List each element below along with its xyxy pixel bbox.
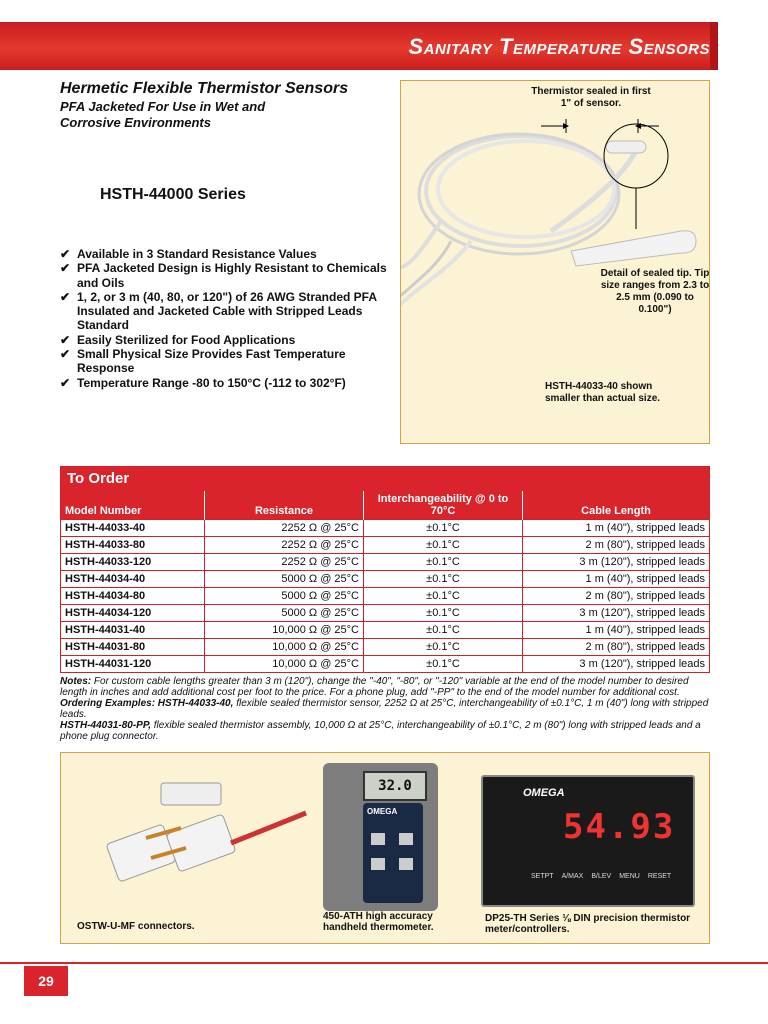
table-row: HSTH-44031-40 10,000 Ω @ 25°C ±0.1°C 1 m (40"), stripped leads: [61, 622, 709, 639]
col-header-interchangeability: Interchangeability @ 0 to 70°C: [364, 491, 523, 520]
check-icon: ✔: [60, 347, 71, 362]
handheld-display: 32.0: [363, 771, 427, 801]
series-name: HSTH-44000 Series: [100, 186, 246, 203]
handheld-brand: OMEGA: [367, 807, 398, 816]
caption-tip-detail: Detail of sealed tip. Tip size ranges from 2.3 to 2.5 mm (0.090 to 0.100"): [600, 268, 710, 315]
connectors-illustration: [71, 773, 311, 923]
caption-shown-size: HSTH-44033-40 shown smaller than actual size.: [545, 381, 661, 404]
page-number: 29: [24, 966, 68, 996]
table-row: HSTH-44033-80 2252 Ω @ 25°C ±0.1°C 2 m (80"), stripped leads: [61, 537, 709, 554]
meter-brand: OMEGA: [523, 787, 565, 799]
meter-button[interactable]: RESET: [647, 873, 672, 880]
panel-meter-photo: [481, 775, 695, 907]
check-icon: ✔: [60, 247, 71, 261]
product-photo-panel: [400, 80, 710, 444]
header-accent: [710, 22, 718, 70]
handheld-thermometer-photo: [323, 763, 438, 911]
table-row: HSTH-44034-120 5000 Ω @ 25°C ±0.1°C 3 m (120"), stripped leads: [61, 605, 709, 622]
accessories-panel: [60, 752, 710, 944]
feature-list: [60, 247, 390, 390]
caption-connectors: OSTW-U-MF connectors.: [77, 921, 195, 932]
table-row: HSTH-44033-120 2252 Ω @ 25°C ±0.1°C 3 m (120"), stripped leads: [61, 554, 709, 571]
feature-item: ✔ Easily Sterilized for Food Applications: [60, 332, 296, 347]
product-subtitle: PFA Jacketed For Use in Wet and Corrosive Environments: [60, 99, 266, 130]
meter-display: 54.93: [563, 807, 676, 847]
check-icon: ✔: [60, 375, 71, 390]
meter-buttons: [531, 873, 701, 880]
footer-rule: [0, 962, 768, 964]
check-icon: ✔: [60, 332, 71, 347]
table-row: HSTH-44033-40 2252 Ω @ 25°C ±0.1°C 1 m (40"), stripped leads: [61, 520, 709, 537]
check-icon: ✔: [60, 261, 71, 276]
handheld-body: [363, 803, 423, 903]
caption-handheld: 450-ATH high accuracy handheld thermometer.: [323, 911, 434, 933]
header-end: [718, 22, 768, 70]
feature-item: ✔ Temperature Range -80 to 150°C (-112 to 302°F): [60, 375, 346, 390]
col-header-cable-length: Cable Length: [523, 491, 710, 520]
meter-button[interactable]: SETPT: [531, 873, 554, 880]
order-table-panel: [60, 466, 710, 673]
meter-button[interactable]: A/MAX: [561, 873, 584, 880]
caption-sealed: Thermistor sealed in first 1" of sensor.: [531, 86, 651, 109]
table-row: HSTH-44034-80 5000 Ω @ 25°C ±0.1°C 2 m (80"), stripped leads: [61, 588, 709, 605]
meter-button[interactable]: MENU: [619, 873, 640, 880]
order-table: [61, 491, 709, 672]
feature-item: ✔ 1, 2, or 3 m (40, 80, or 120") of 26 AWG Stranded PFA Insulated and Jacketed Cable with Stripped Leads Standard: [60, 289, 377, 333]
section-title: Sanitary Temperature Sensors: [408, 34, 710, 59]
table-row: HSTH-44034-40 5000 Ω @ 25°C ±0.1°C 1 m (40"), stripped leads: [61, 571, 709, 588]
col-header-model: Model Number: [61, 491, 205, 520]
table-row: HSTH-44031-120 10,000 Ω @ 25°C ±0.1°C 3 m (120"), stripped leads: [61, 656, 709, 673]
order-heading: To Order: [61, 467, 709, 491]
col-header-resistance: Resistance: [205, 491, 364, 520]
table-row: HSTH-44031-80 10,000 Ω @ 25°C ±0.1°C 2 m (80"), stripped leads: [61, 639, 709, 656]
order-notes: Notes: For custom cable lengths greater than 3 m (120"), change the "-40", "-80", or "-120" variable at the end of the model number to desired length in inches and add additional cost per foot to the price. For a phone plug, add "-PP" to the end of the model number for additional cost. Ordering Examples: HSTH-44033-40, flexible sealed thermistor sensor, 2252 Ω at 25°C, interchangeability of ±0.1°C, 1 m (40") long with stripped leads. HSTH-44031-80-PP, flexible sealed thermistor assembly, 10,000 Ω at 25°C, interchangeability of ±0.1°C, 2 m (80") long with stripped leads and a phone plug connector.: [60, 676, 709, 742]
caption-meter: DP25-TH Series ⅛ DIN precision thermistor meter/controllers.: [485, 913, 691, 935]
feature-item: ✔ Available in 3 Standard Resistance Values: [60, 247, 317, 261]
feature-item: ✔ Small Physical Size Provides Fast Temperature Response: [60, 347, 346, 376]
meter-button[interactable]: B/LEV: [591, 873, 612, 880]
product-title: Hermetic Flexible Thermistor Sensors: [60, 80, 349, 97]
check-icon: ✔: [60, 289, 71, 304]
feature-item: ✔ PFA Jacketed Design is Highly Resistant to Chemicals and Oils: [60, 261, 387, 290]
